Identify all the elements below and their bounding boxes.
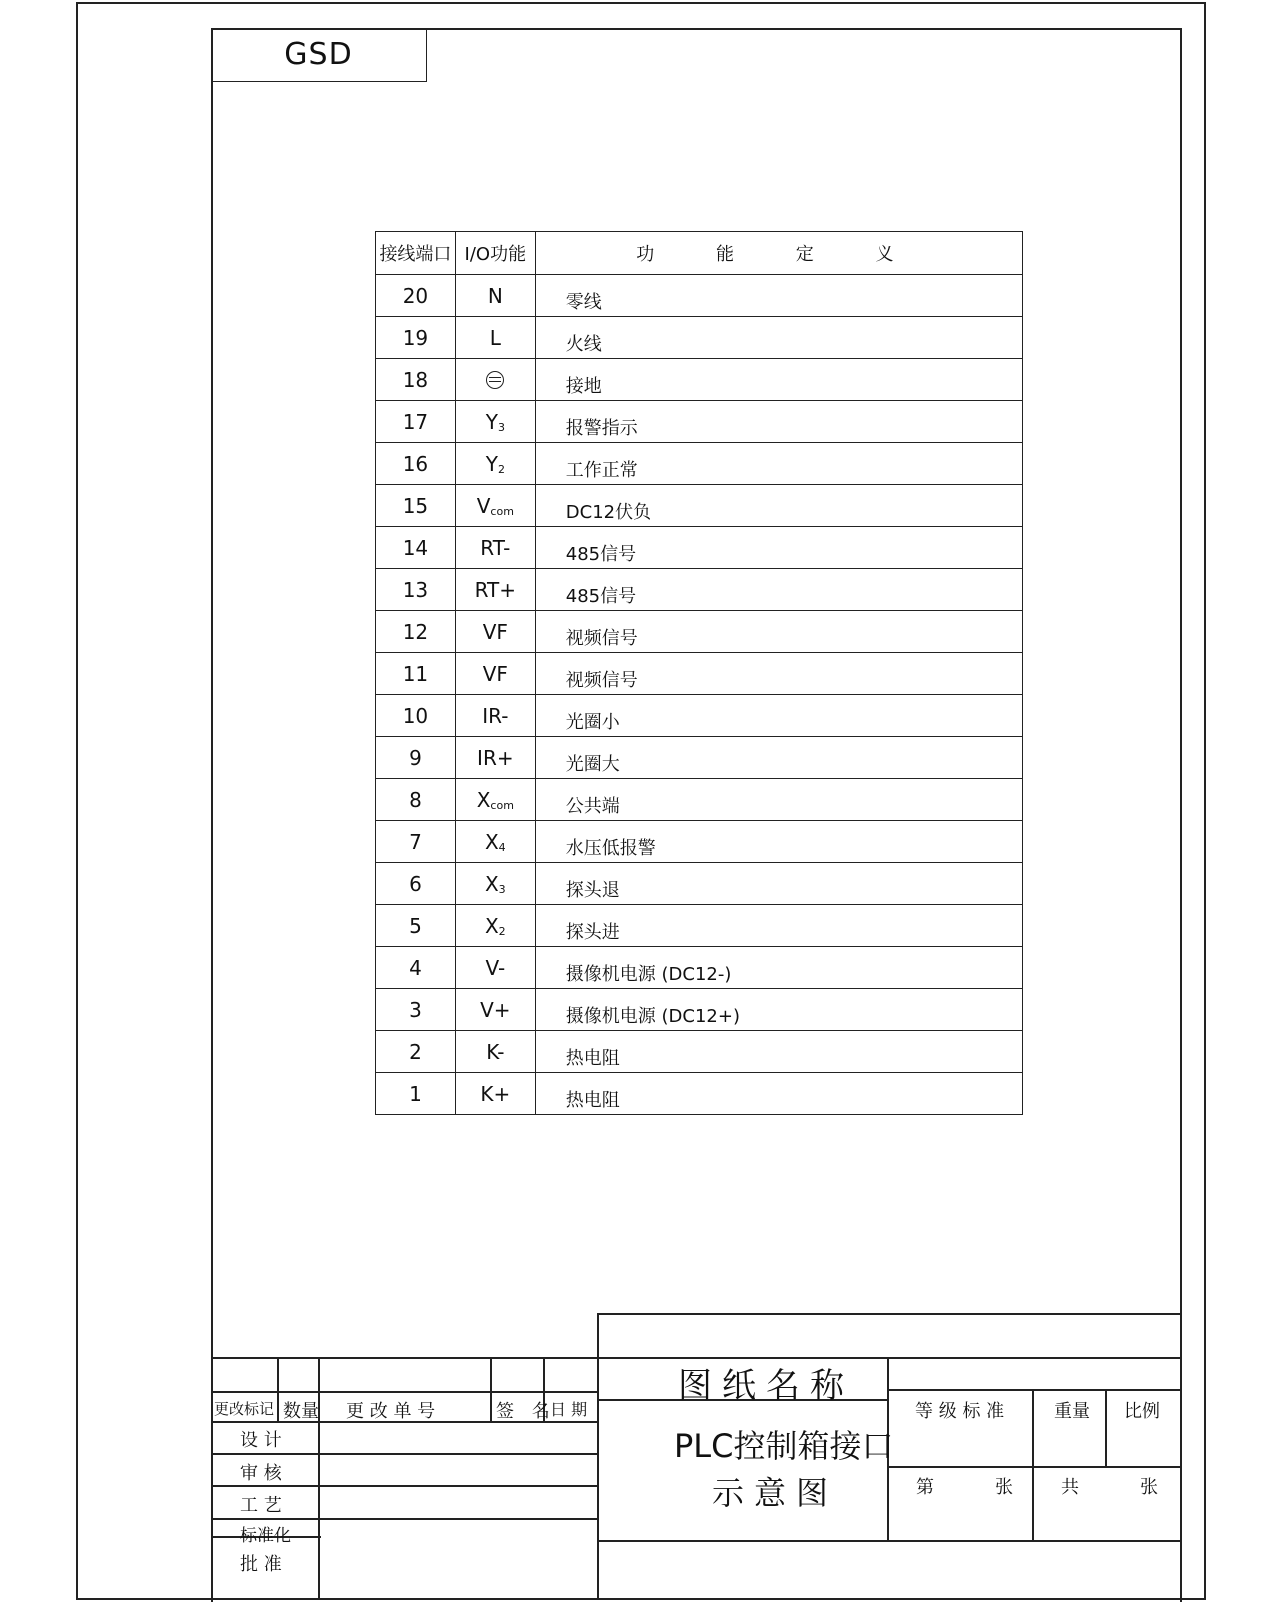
port-number: 16 xyxy=(376,443,456,485)
io-symbol: RT+ xyxy=(474,577,517,602)
table-row xyxy=(376,275,1023,317)
function-description: 热电阻 xyxy=(535,1073,1022,1115)
header-io: I/O功能 xyxy=(455,232,535,275)
port-number: 19 xyxy=(376,317,456,359)
io-symbol: IR- xyxy=(482,703,509,728)
port-number: 17 xyxy=(376,401,456,443)
io-symbol: IR+ xyxy=(477,745,514,770)
io-function xyxy=(455,401,535,443)
io-function xyxy=(455,443,535,485)
function-description: 公共端 xyxy=(535,779,1022,821)
port-number: 6 xyxy=(376,863,456,905)
role-design: 设 计 xyxy=(240,1430,282,1451)
header-port: 接线端口 xyxy=(376,232,456,275)
grade-standard-label: 等 级 标 准 xyxy=(915,1401,1005,1422)
io-subscript: 3 xyxy=(497,420,505,434)
table-row xyxy=(376,401,1023,443)
scale-label: 比例 xyxy=(1124,1401,1160,1422)
port-number: 4 xyxy=(376,947,456,989)
function-description: 水压低报警 xyxy=(535,821,1022,863)
io-function xyxy=(455,485,535,527)
sheet-unit-label: 张 xyxy=(995,1477,1013,1498)
io-subscript: com xyxy=(490,504,514,518)
role-process: 工 艺 xyxy=(240,1495,282,1516)
io-symbol: Y xyxy=(485,451,498,476)
drawing-name-line2: 示意图 xyxy=(712,1474,839,1512)
table-row xyxy=(376,317,1023,359)
role-standardization: 标准化 xyxy=(240,1526,291,1546)
io-symbol: K- xyxy=(486,1039,505,1064)
port-number: 7 xyxy=(376,821,456,863)
io-symbol: Y xyxy=(485,409,498,434)
drawing-name-label: 图纸名称 xyxy=(678,1366,854,1406)
io-symbol: X xyxy=(476,787,491,812)
table-row xyxy=(376,1073,1023,1115)
port-number: 12 xyxy=(376,611,456,653)
port-number: 10 xyxy=(376,695,456,737)
port-number: 2 xyxy=(376,1031,456,1073)
function-description: 接地 xyxy=(535,359,1022,401)
io-symbol: V+ xyxy=(480,997,511,1022)
io-function xyxy=(455,653,535,695)
function-description: 摄像机电源 (DC12+) xyxy=(535,989,1022,1031)
corner-label: GSD xyxy=(211,28,427,82)
role-approve: 批 准 xyxy=(240,1554,282,1575)
port-number: 20 xyxy=(376,275,456,317)
table-row xyxy=(376,569,1023,611)
total-label: 共 xyxy=(1061,1477,1079,1498)
role-review: 审 核 xyxy=(240,1463,282,1484)
port-number: 1 xyxy=(376,1073,456,1115)
function-description: 探头进 xyxy=(535,905,1022,947)
port-number: 13 xyxy=(376,569,456,611)
port-number: 14 xyxy=(376,527,456,569)
table-row xyxy=(376,821,1023,863)
function-description: 报警指示 xyxy=(535,401,1022,443)
port-number: 9 xyxy=(376,737,456,779)
io-subscript: 4 xyxy=(498,840,506,854)
ground-icon xyxy=(486,371,504,389)
function-description: 视频信号 xyxy=(535,611,1022,653)
rev-header-date: 日 期 xyxy=(550,1400,588,1419)
io-function xyxy=(455,359,535,401)
function-description: 光圈大 xyxy=(535,737,1022,779)
function-description: 光圈小 xyxy=(535,695,1022,737)
rev-header-mark: 更改标记 xyxy=(214,1400,275,1418)
port-number: 5 xyxy=(376,905,456,947)
table-header-row xyxy=(376,232,1023,275)
io-function xyxy=(455,1073,535,1115)
port-number: 3 xyxy=(376,989,456,1031)
function-description: 工作正常 xyxy=(535,443,1022,485)
io-table xyxy=(375,231,1023,1115)
io-symbol: VF xyxy=(482,661,508,686)
weight-label: 重量 xyxy=(1054,1401,1090,1422)
io-function xyxy=(455,317,535,359)
io-symbol: V xyxy=(476,493,491,518)
table-row xyxy=(376,611,1023,653)
io-function xyxy=(455,275,535,317)
io-function xyxy=(455,611,535,653)
io-function xyxy=(455,779,535,821)
io-function xyxy=(455,989,535,1031)
io-function xyxy=(455,695,535,737)
io-symbol: V- xyxy=(485,955,506,980)
io-function xyxy=(455,569,535,611)
io-function xyxy=(455,527,535,569)
table-row xyxy=(376,737,1023,779)
io-symbol: X xyxy=(484,829,499,854)
io-function xyxy=(455,1031,535,1073)
port-number: 11 xyxy=(376,653,456,695)
table-row xyxy=(376,1031,1023,1073)
io-symbol: K+ xyxy=(480,1081,511,1106)
table-row xyxy=(376,779,1023,821)
table-row xyxy=(376,695,1023,737)
io-symbol: VF xyxy=(482,619,508,644)
function-description: 485信号 xyxy=(535,569,1022,611)
table-row xyxy=(376,863,1023,905)
io-function xyxy=(455,947,535,989)
port-number: 15 xyxy=(376,485,456,527)
table-row xyxy=(376,653,1023,695)
io-function xyxy=(455,737,535,779)
sheet-no-label: 第 xyxy=(916,1477,934,1498)
function-description: 热电阻 xyxy=(535,1031,1022,1073)
port-number: 8 xyxy=(376,779,456,821)
io-symbol: L xyxy=(489,325,501,350)
table-row xyxy=(376,527,1023,569)
io-symbol: X xyxy=(484,871,499,896)
table-row xyxy=(376,443,1023,485)
table-row xyxy=(376,905,1023,947)
io-symbol: RT- xyxy=(480,535,511,560)
io-subscript: com xyxy=(490,798,514,812)
table-row xyxy=(376,485,1023,527)
port-number: 18 xyxy=(376,359,456,401)
io-function xyxy=(455,905,535,947)
io-function xyxy=(455,863,535,905)
rev-header-change-no: 更 改 单 号 xyxy=(346,1401,436,1422)
rev-header-sign: 签 名 xyxy=(496,1401,556,1422)
function-description: 485信号 xyxy=(535,527,1022,569)
rev-header-qty: 数量 xyxy=(283,1401,319,1422)
table-row xyxy=(376,989,1023,1031)
table-row xyxy=(376,359,1023,401)
function-description: 零线 xyxy=(535,275,1022,317)
io-function xyxy=(455,821,535,863)
drawing-name-line1: PLC控制箱接口 xyxy=(674,1427,894,1465)
io-symbol: N xyxy=(487,283,503,308)
function-description: 探头退 xyxy=(535,863,1022,905)
header-function: 功 能 定 义 xyxy=(535,232,1022,275)
function-description: 摄像机电源 (DC12-) xyxy=(535,947,1022,989)
io-subscript: 2 xyxy=(497,462,505,476)
function-description: 视频信号 xyxy=(535,653,1022,695)
io-subscript: 2 xyxy=(498,924,506,938)
io-subscript: 3 xyxy=(498,882,506,896)
function-description: DC12伏负 xyxy=(535,485,1022,527)
table-row xyxy=(376,947,1023,989)
total-unit-label: 张 xyxy=(1140,1477,1158,1498)
function-description: 火线 xyxy=(535,317,1022,359)
io-symbol: X xyxy=(484,913,499,938)
